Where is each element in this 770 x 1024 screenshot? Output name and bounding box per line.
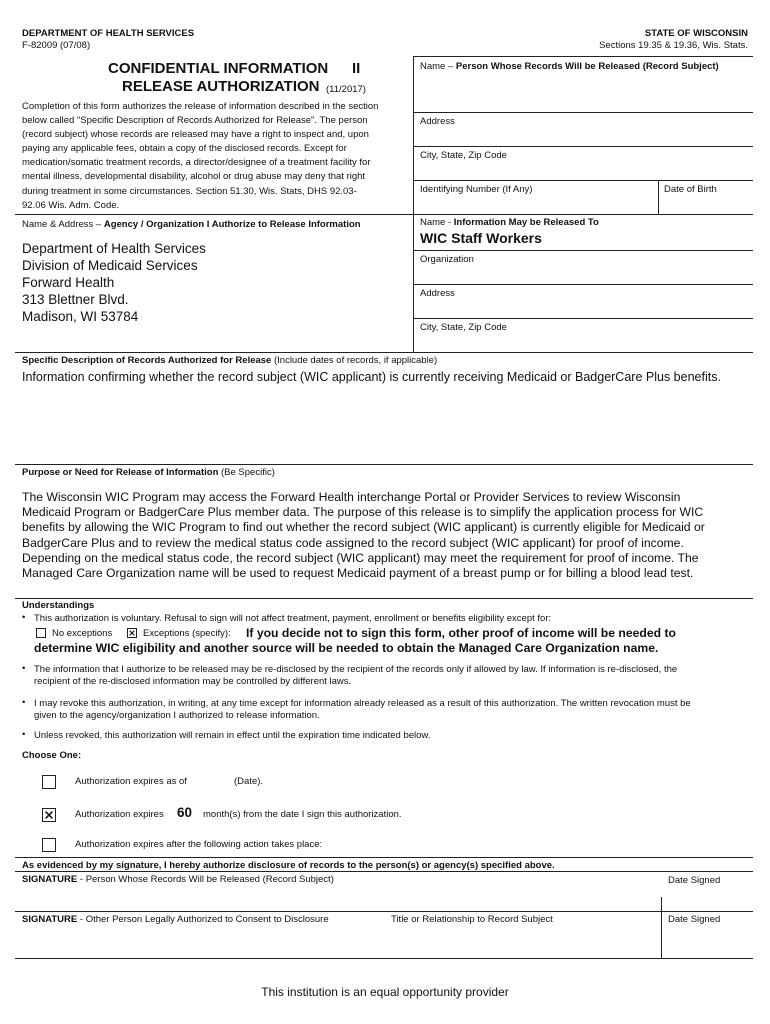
divider [15, 214, 753, 215]
divider [15, 464, 753, 465]
title-line1: CONFIDENTIAL INFORMATION [108, 60, 329, 77]
understanding-1: This authorization is voluntary. Refusal to sign will not affect treatment, payment, enrollment or benefits eligibility except for: [34, 613, 552, 624]
exceptions-checkbox[interactable] [127, 628, 137, 638]
agency-label: Name & Address – Agency / Organization I Authorize to Release Information [22, 219, 361, 230]
expires-months-value[interactable]: 60 [177, 805, 193, 820]
purpose-text[interactable] [22, 490, 757, 581]
intro-line: during treatment in some circumstances. Section 51.30, Wis. Stats, DHS 92.03- [22, 185, 357, 197]
divider [413, 146, 753, 147]
exceptions-label: Exceptions (specify): [143, 628, 231, 639]
evidence-statement: As evidenced by my signature, I hereby authorize disclosure of records to the person(s) or agency(s) specified above. [22, 860, 555, 871]
recipient-org-field[interactable] [418, 266, 748, 282]
recipient-city-field[interactable] [418, 334, 748, 350]
expires-date-field[interactable] [196, 772, 232, 788]
signature-subject-field[interactable] [22, 886, 652, 908]
date-signed-label-1: Date Signed [668, 875, 721, 886]
recipient-name-label: Name - Information May be Released To [420, 217, 599, 228]
divider [15, 598, 753, 599]
recipient-city-label: City, State, Zip Code [420, 322, 507, 333]
title-relationship-label: Title or Relationship to Record Subject [391, 914, 553, 925]
department-name: DEPARTMENT OF HEALTH SERVICES [22, 28, 195, 39]
intro-line: medication/somatic treatment records, a director/designee of a treatment facility for [22, 157, 371, 169]
expires-months-suffix: month(s) from the date I sign this authorization. [203, 809, 402, 820]
purpose-line: Managed Care Organization name will be used to request Medicaid payment of a breast pump or for billing a blood lead test. [22, 566, 694, 581]
recipient-org-label: Organization [420, 254, 474, 265]
choose-heading: Choose One: [22, 750, 82, 761]
title-line2: RELEASE AUTHORIZATION [122, 78, 320, 95]
purpose-line: BadgerCare Plus and to review the medical status code assigned to the record subject (WIC applicant) for proof of income. [22, 535, 684, 550]
intro-line: below called "Specific Description of Records Authorized for Release". The person [22, 115, 368, 127]
state-name: STATE OF WISCONSIN [644, 28, 748, 39]
bullet: • [22, 697, 26, 708]
divider [413, 112, 753, 113]
divider [15, 352, 753, 353]
subject-id-field[interactable] [418, 196, 654, 212]
agency-line: Madison, WI 53784 [22, 309, 139, 324]
agency-address-block[interactable] [22, 240, 206, 325]
intro-line: 92.06 Wis. Adm. Code. [22, 199, 120, 211]
column-divider [413, 56, 414, 352]
intro-line: Completion of this form authorizes the release of information described in the section [22, 101, 379, 112]
checkmark-x-icon [128, 629, 136, 637]
divider [661, 912, 662, 958]
understanding-3b: given to the agency/organization I authorized to release information. [34, 710, 320, 721]
intro-line: paying any applicable fees, obtain a copy of the disclosed records. Except for [22, 143, 347, 155]
expires-date-suffix: (Date). [234, 776, 264, 787]
date-signed-field-2[interactable] [666, 926, 750, 956]
expires-date-label: Authorization expires as of [75, 776, 187, 787]
date-signed-label-2: Date Signed [668, 914, 721, 925]
agency-line: Division of Medicaid Services [22, 258, 198, 273]
records-description[interactable]: Information confirming whether the record subject (WIC applicant) is currently receiving Medicaid or BadgerCare Plus benefits. [22, 370, 721, 384]
expires-action-checkbox[interactable] [42, 838, 56, 852]
subject-address-label: Address [420, 116, 455, 127]
date-signed-field-1[interactable] [666, 887, 750, 909]
signature-other-label: SIGNATURE - Other Person Legally Authorized to Consent to Disclosure [22, 914, 329, 925]
divider [15, 871, 753, 872]
checkmark-x-icon [43, 809, 55, 821]
recipient-name-value[interactable]: WIC Staff Workers [420, 230, 542, 246]
intro-line: (record subject) whose records are released may have a right to inspect and, upon [22, 129, 369, 141]
divider [15, 911, 753, 912]
agency-line: Department of Health Services [22, 241, 206, 256]
expires-months-label: Authorization expires [75, 809, 164, 820]
divider [413, 56, 753, 57]
understanding-3a: I may revoke this authorization, in writing, at any time except for information already released as a result of this authorization. The written revocation must be [34, 698, 691, 709]
form-number: F-82009 (07/08) [22, 40, 91, 51]
understanding-2a: The information that I authorize to be released may be re-disclosed by the recipient of the records only if allowed by law. If information is re-disclosed, the [34, 664, 678, 675]
agency-line: 313 Blettner Blvd. [22, 292, 129, 307]
subject-address-field[interactable] [418, 128, 748, 144]
divider [658, 180, 659, 214]
expires-months-checkbox[interactable] [42, 808, 56, 822]
subject-name-label: Name – Person Whose Records Will be Released (Record Subject) [420, 61, 719, 72]
exceptions-text-2[interactable]: determine WIC eligibility and another source will be needed to obtain the Managed Care Organization name. [34, 641, 659, 655]
divider [413, 250, 753, 251]
footer-statement: This institution is an equal opportunity provider [261, 985, 509, 999]
purpose-line: Medicaid Program or BadgerCare Plus member data. The purpose of this release is to simplify the application process for WIC [22, 505, 704, 520]
subject-city-field[interactable] [418, 162, 748, 178]
intro-paragraph [22, 100, 407, 213]
records-label: Specific Description of Records Authorized for Release (Include dates of records, if applicable) [22, 355, 438, 366]
bullet: • [22, 663, 26, 674]
exceptions-text-1[interactable]: If you decide not to sign this form, other proof of income will be needed to [246, 626, 676, 640]
subject-id-label: Identifying Number (If Any) [420, 184, 533, 195]
subject-name-field[interactable] [418, 74, 748, 110]
purpose-line: benefits by allowing the WIC Program to find out whether the record subject (WIC applicant) is currently eligible for Medicaid or [22, 520, 705, 535]
expires-action-label: Authorization expires after the following action takes place: [75, 839, 323, 850]
title-line1-suffix: II [352, 60, 361, 77]
divider [413, 284, 753, 285]
no-exceptions-label: No exceptions [52, 628, 113, 639]
no-exceptions-checkbox[interactable] [36, 628, 46, 638]
divider [661, 897, 662, 911]
recipient-address-label: Address [420, 288, 455, 299]
understanding-2b: recipient of the re-disclosed information may be controlled by different laws. [34, 676, 352, 687]
signature-subject-label: SIGNATURE - Person Whose Records Will be Released (Record Subject) [22, 874, 334, 885]
divider [15, 958, 753, 959]
purpose-label: Purpose or Need for Release of Information (Be Specific) [22, 467, 275, 478]
bullet: • [22, 612, 26, 623]
divider [15, 857, 753, 858]
divider [413, 180, 753, 181]
signature-other-field[interactable] [22, 926, 382, 956]
understanding-4: Unless revoked, this authorization will remain in effect until the expiration time indicated below. [34, 730, 431, 741]
recipient-address-field[interactable] [418, 300, 748, 316]
intro-line: mental illness, developmental disability, alcohol or drug abuse may deny that right [22, 171, 366, 183]
divider [413, 318, 753, 319]
subject-dob-field[interactable] [662, 196, 750, 212]
purpose-line: The Wisconsin WIC Program may access the Forward Health interchange Portal or Provider Services to review Wisconsin [22, 490, 681, 504]
agency-line: Forward Health [22, 275, 115, 290]
statutes: Sections 19.35 & 19.36, Wis. Stats. [599, 40, 748, 51]
understandings-heading: Understandings [22, 600, 95, 611]
subject-dob-label: Date of Birth [664, 184, 717, 195]
title-relationship-field[interactable] [391, 926, 653, 956]
purpose-line: Depending on the medical status code, the record subject (WIC applicant) may meet the requirement for proof of income. The [22, 550, 699, 565]
title-revision: (11/2017) [326, 84, 366, 95]
subject-city-label: City, State, Zip Code [420, 150, 507, 161]
expires-date-checkbox[interactable] [42, 775, 56, 789]
bullet: • [22, 729, 26, 740]
